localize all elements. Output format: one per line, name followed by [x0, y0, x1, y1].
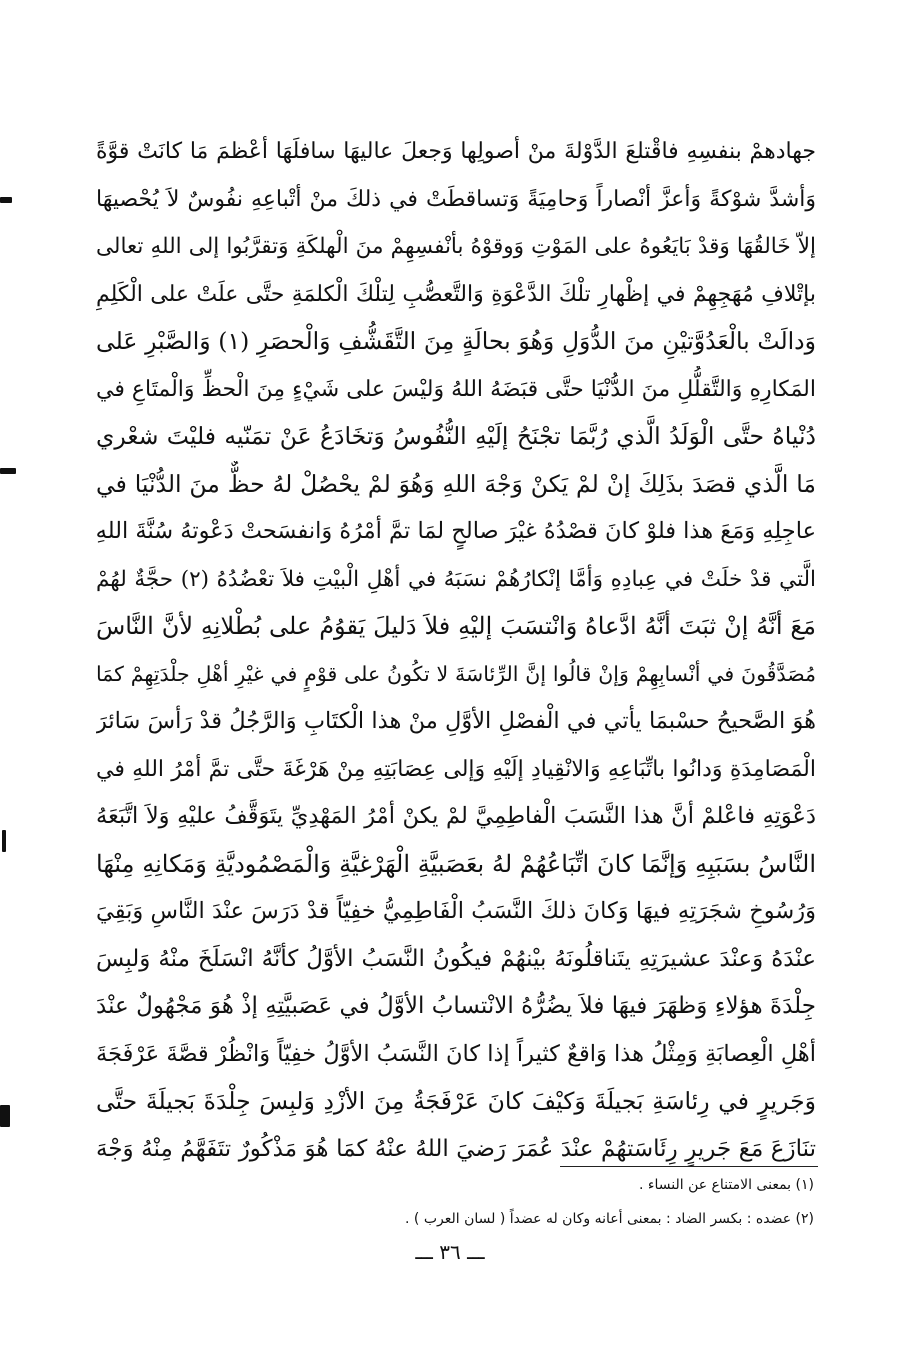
main-text-block	[96, 128, 816, 1173]
text-line: إلاّ خَالقُهَا وَقدْ بَايَعُوهُ على المَوْتِ وَوقوْهُ بأنْفسِهِمْ منَ الْهلكَةِ وَتقرَّبُوا إلى اللهِ تعالى	[96, 234, 816, 259]
text-line: وَجَريرٍ في رِئاسَةِ بَجيلَةَ وَكيْفَ كانَ عَرْفَجَةُ مِنَ الأزْدِ وَلبِسَ جِلْدَةَ بَجيلَةَ حتَّى	[96, 1087, 816, 1115]
text-line: أهْلِ الْعِصابَةِ وَمِثْلُ هذا وَاقعٌ كثيراً إذا كانَ النَّسَبُ الأوَّلُ خفِيّاً وَانْظُرْ قصَّةَ عَرْفَجَةَ	[96, 1040, 816, 1067]
page-number: ـــ ٣٦ ـــ	[415, 1240, 485, 1264]
text-line: عنْدَهُ وَعنْدَ عشيرَتِهِ يتَناقلُونَهُ بيْنهُمْ فيكُونُ النَّسَبُ الأوَّلُ كأنَّهُ انْسَلَخَ منْهُ وَلبِسَ	[96, 945, 816, 972]
scan-mark	[2, 830, 6, 852]
text-line: دَعْوَتِهِ فاعْلمْ أنَّ هذا النَّسَبَ الْفاطِمِيَّ لمْ يكنْ أمْرُ المَهْدِيِّ يتَوَقَّفُ عليْهِ وَلاَ اتَّبَعَهُ	[96, 803, 816, 829]
text-line: الْمَصَامِدَةِ وَدانُوا باتِّبَاعِهِ وَالانْقِيادِ إلَيْهِ وَإلى عِصَابَتِهِ مِنْ هَرْغَةَ حتَّى تمَّ أمْرُ اللهِ في	[96, 756, 816, 782]
text-line: تنَازَعَ مَعَ جَريرٍ رِئَاسَتهُمْ عنْدَ عُمَرَ رَضيَ اللهُ عنْهُ كمَا هُوَ مَذْكُورٌ تتَفَهَّمُ مِنْهُ وَجْهَ	[96, 1135, 816, 1162]
text-line: المَكارِهِ وَالتَّقلُّلِ منَ الدُّنْيَا حتَّى قبَضَهُ اللهُ وَليْسَ على شَيْءٍ مِنَ الْحظِّ وَالْمتَاعِ في	[96, 376, 816, 402]
scan-mark	[0, 468, 16, 474]
scan-mark	[0, 1105, 10, 1127]
text-line: الَّتي قدْ خلَتْ في عِبادِهِ وَأمَّا إنْكارُهُمْ نسَبَهُ في أهْلِ الْبيْتِ فلاَ تعْضُدُهُ (٢) حجَّةٌ لهُمْ	[96, 566, 816, 592]
text-line: وَأشدَّ شوْكةً وَأعزَّ أنْصاراً وَحامِيَةً وَتساقطَتْ في ذلكَ منْ أتْباعِهِ نفُوسٌ لاَ يُحْصيهَا	[96, 186, 816, 212]
text-line: بإتْلافِ مُهَجِهِمْ في إظْهارِ تلْكَ الدَّعْوَةِ وَالتَّعصُّبِ لِتلْكَ الْكلمَةِ حتَّى علَتْ على الْكَلِمِ	[96, 281, 816, 307]
scan-mark	[0, 197, 12, 203]
text-line: هُوَ الصَّحيحُ حسْبمَا يأتي في الْفصْلِ الأوَّلِ منْ هذا الْكتَابِ وَالرَّجُلُ قدْ رَأسَ سَائرَ	[96, 708, 816, 734]
footnote-1: (١) بمعنى الامتناع عن النساء .	[639, 1177, 814, 1193]
text-line: النَّاسُ بسَبَبِهِ وَإنَّمَا كانَ اتِّبَاعُهُمْ لهُ بعَصَبيَّةِ الْهَرْغيَّةِ وَالْمَصْمُوديَّةِ وَمَكانِهِ مِنْهَا	[96, 849, 816, 878]
text-line: وَرُسُوخِ شجَرَتِهِ فيهَا وَكانَ ذلكَ النَّسَبُ الْفَاطِمِيُّ خفِيّاً قدْ دَرَسَ عنْدَ النَّاسِ وَبَقِيَ	[96, 898, 816, 924]
footnotes	[340, 1168, 814, 1236]
text-line: دُنْياهُ حتَّى الْوَلَدُ الَّذي رُبَّمَا تجْنَحُ إلَيْهِ النُّفُوسُ وَتخَادَعُ عَنْ تمَنّيه فليْتَ شعْري	[96, 422, 816, 450]
text-line: جِلْدَةَ هؤلاءِ وَظهَرَ فيهَا فلاَ يضُرُّهُ الانْتسابُ الأوَّلُ في عَصَبيَّتِهِ إذْ هُوَ مَجْهُولٌ عنْدَ	[96, 993, 816, 1019]
text-line: مُصَدَّقُونَ في أنْسابِهِمْ وَإنْ قالُوا إنَّ الرِّئاسَةَ لا تكُونُ على قوْمٍ في غيْرِ أهْلِ جلْدَتِهِمْ كمَا	[96, 661, 816, 686]
footnote-2: (٢) عضده : بكسر الضاد : بمعنى أعانه وكان له عضداً ( لسان العرب ) .	[405, 1211, 814, 1227]
text-line: جهادهمْ بنفسِهِ فاقْتلعَ الدَّوْلةَ منْ أصولِها وَجعلَ عاليهَا سافلَهَا أعْظمَ مَا كانَتْ قوَّةً	[96, 139, 816, 164]
text-line: مَعَ أنَّهُ إنْ ثبَتَ أنَّهُ ادَّعاهُ وَانْتسَبَ إليْهِ فلاَ دَليلَ يَقوُمُ على بُطْلانِهِ لأنَّ النَّاسَ	[96, 612, 816, 640]
text-line: وَدالَتْ بالْعَدُوَّتيْنِ منَ الدُّوَلِ وَهُوَ بحالَةٍ مِنَ التَّقَشُّفِ وَالْحصَرِ (١) وَالصَّبْرِ عَلى	[96, 327, 816, 355]
text-line: مَا الَّذي قصَدَ بذَلِكَ إنْ لمْ يَكنْ وَجْهَ اللهِ وَهُوَ لمْ يحْصُلْ لهُ حظٌّ منَ الدُّنْيَا في	[96, 469, 816, 498]
footnote-divider	[560, 1166, 818, 1167]
text-line: عاجِلِهِ وَمَعَ هذا فلوْ كانَ قصْدُهُ غيْرَ صالحٍ لمَا تمَّ أمْرُهُ وَانفسَحتْ دَعْوتهُ سُنَّةَ اللهِ	[96, 518, 816, 544]
